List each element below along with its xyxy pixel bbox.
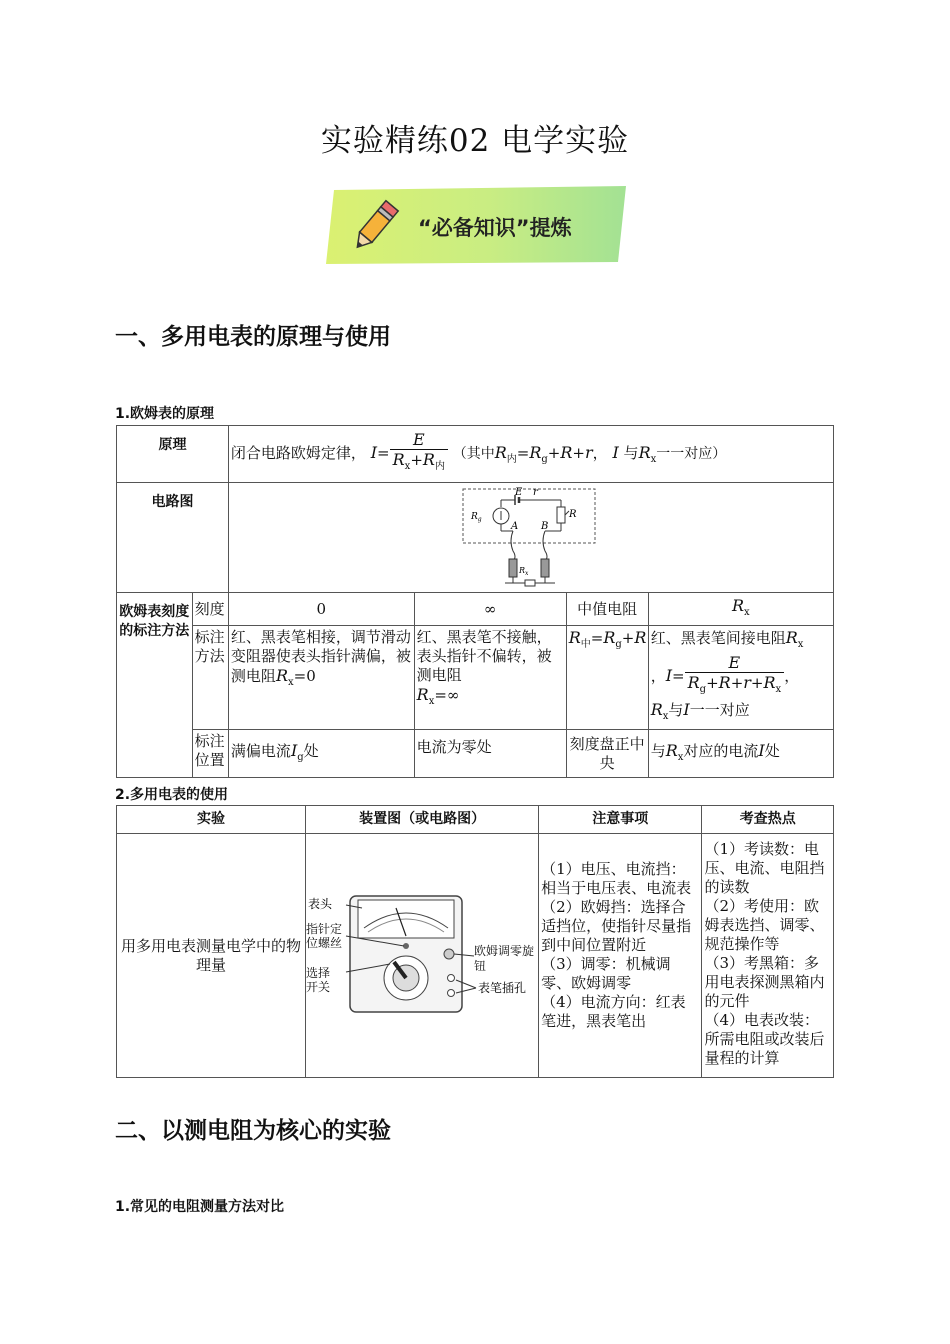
svg-text:R: R (568, 509, 577, 520)
row-label-scale-method: 欧姆表刻度的标注方法 (117, 593, 193, 778)
header-hotspots: 考查热点 (702, 806, 834, 834)
table-row (117, 806, 834, 834)
ohm-knob-label: 欧姆调零旋钮 (474, 944, 535, 973)
label-mark-method: 标注方法 (192, 626, 228, 730)
header-device-diagram: 装置图（或电路图） (306, 806, 539, 834)
header-experiment: 实验 (117, 806, 306, 834)
mark-position-rx: 与$R_x$对应的电流I处 (648, 730, 833, 778)
hotspots-content: （1）考读数：电压、电流、电阻挡的读数 （2）考使用：欧姆表选挡、调零、规范操作等 （3）考黑箱：多用电表探测黑箱内的元件 （4）电表改装：所需电阻或改装后量程的计算 (702, 834, 834, 1078)
table-row (117, 426, 834, 483)
page-title: 实验精练02 电学实验 (320, 123, 630, 159)
principle-content: 闭合电路欧姆定律， I= $\frac{E}{R_x+R_内}$ （其中$R_内=R_g+R+r$， I 与$R_x$一一对应） (228, 426, 833, 483)
scale-rx: $R_x$ (648, 593, 833, 626)
svg-text:Rx: $R_x$ (518, 566, 529, 577)
svg-text:E: E (514, 487, 523, 498)
mark-position-infinity: 电流为零处 (414, 730, 566, 778)
table-row (117, 483, 834, 593)
ohm-formula: $\frac{E}{R_x+R_内}$ (390, 431, 448, 477)
table-row (117, 593, 834, 626)
scale-zero: 0 (228, 593, 414, 626)
mark-method-rx: 红、黑表笔间接电阻$R_x$ ，I= $\frac{E}{R_g+R+r+R_x}$ ， $R_x$与I一一对应 (648, 626, 833, 730)
svg-text:表笔插孔: 表笔插孔 (478, 981, 527, 995)
knowledge-banner (326, 184, 626, 266)
mark-method-middle: $R_中=R_g+R$ (566, 626, 648, 730)
svg-text:B: B (540, 521, 549, 532)
sub-heading-ohmmeter-principle: 1.欧姆表的原理 (115, 406, 215, 422)
svg-text:表头: 表头 (308, 897, 333, 911)
sub-heading-multimeter-use: 2.多用电表的使用 (115, 787, 229, 803)
table-row (117, 730, 834, 778)
multimeter-diagram (306, 888, 538, 1018)
multimeter-use-table (116, 805, 834, 1078)
row-label-circuit: 电路图 (117, 483, 229, 593)
section-heading-1: 一、多用电表的原理与使用 (115, 324, 391, 350)
svg-text:Rg: $R_g$ (470, 512, 482, 523)
header-notes: 注意事项 (539, 806, 702, 834)
ohmmeter-circuit-diagram (461, 485, 761, 589)
multimeter-diagram-cell (306, 834, 539, 1078)
svg-text:A: A (510, 521, 519, 532)
ohmmeter-principle-table (116, 425, 834, 778)
circuit-diagram-cell (228, 483, 833, 593)
scale-middle: 中值电阻 (566, 593, 648, 626)
zero-screw-label: 指针定位螺丝 (306, 922, 343, 950)
label-mark-position: 标注位置 (192, 730, 228, 778)
mark-method-zero: 红、黑表笔相接，调节滑动变阻器使表头指针满偏，被测电阻$R_x=0$ (228, 626, 414, 730)
sub-heading-resistance-methods: 1.常见的电阻测量方法对比 (115, 1199, 285, 1215)
notes-content: （1）电压、电流挡：相当于电压表、电流表 （2）欧姆挡：选择合适挡位，使指针尽量指到中间位置附近 （3）调零：机械调零、欧姆调零 （4）电流方向：红表笔进，黑表笔出 (539, 834, 702, 1078)
label-scale: 刻度 (192, 593, 228, 626)
mark-position-middle: 刻度盘正中央 (566, 730, 648, 778)
row-label-principle: 原理 (117, 426, 229, 483)
table-row (117, 834, 834, 1078)
table-row (117, 626, 834, 730)
experiment-name: 用多用电表测量电学中的物理量 (117, 834, 306, 1078)
svg-text:r: r (532, 487, 538, 498)
mark-position-zero: 满偏电流$I_g$处 (228, 730, 414, 778)
scale-infinity: ∞ (414, 593, 566, 626)
mark-method-infinity: 红、黑表笔不接触，表头指针不偏转，被测电阻 $R_x=\infty$ (414, 626, 566, 730)
section-heading-2: 二、以测电阻为核心的实验 (115, 1118, 391, 1144)
select-switch-label: 选择开关 (306, 966, 331, 994)
banner-text: “必备知识”提炼 (418, 216, 572, 240)
